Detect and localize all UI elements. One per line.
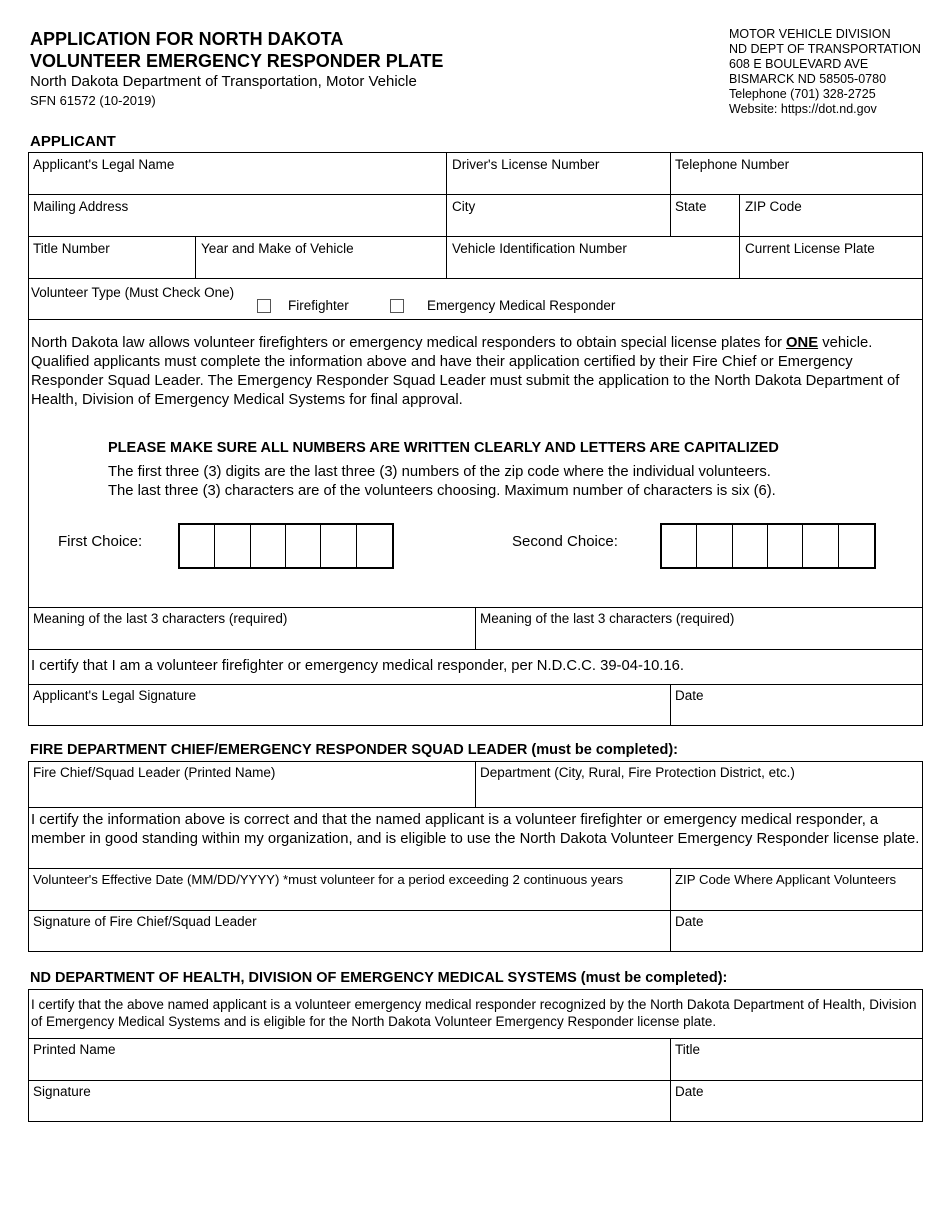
title-number-field[interactable]: Title Number (33, 241, 110, 256)
capitalization-notice: PLEASE MAKE SURE ALL NUMBERS ARE WRITTEN CLEARLY AND LETTERS ARE CAPITALIZED (108, 440, 779, 456)
firefighter-checkbox[interactable] (257, 299, 271, 313)
division-address (729, 27, 921, 117)
first-choice-boxes[interactable] (178, 523, 394, 569)
current-plate-field[interactable]: Current License Plate (745, 241, 875, 256)
address-line: MOTOR VEHICLE DIVISION (729, 27, 891, 41)
char-box[interactable] (180, 525, 215, 567)
legal-name-field[interactable]: Applicant's Legal Name (33, 157, 175, 172)
health-date-field[interactable]: Date (675, 1084, 704, 1099)
plate-rule-1: The first three (3) digits are the last three (3) numbers of the zip code where the individual volunteers. (108, 464, 771, 480)
applicant-date-field[interactable]: Date (675, 688, 704, 703)
applicant-certification: I certify that I am a volunteer firefighter or emergency medical responder, per N.D.C.C. 39-04-10.16. (31, 658, 685, 674)
char-box[interactable] (697, 525, 732, 567)
telephone-field[interactable]: Telephone Number (675, 157, 790, 172)
address-line: 608 E BOULEVARD AVE (729, 57, 869, 71)
char-box[interactable] (286, 525, 321, 567)
applicant-heading: APPLICANT (30, 133, 116, 150)
health-heading: ND DEPARTMENT OF HEALTH, DIVISION OF EMERGENCY MEDICAL SYSTEMS (must be completed): (30, 970, 728, 986)
form-title-line1: APPLICATION FOR NORTH DAKOTA (30, 29, 344, 49)
intro-paragraph (31, 334, 923, 410)
intro-emphasis: ONE (786, 335, 819, 351)
zip-volunteers-field[interactable]: ZIP Code Where Applicant Volunteers (675, 872, 897, 887)
first-choice-label: First Choice: (58, 533, 143, 550)
applicant-signature-field[interactable]: Applicant's Legal Signature (33, 688, 197, 703)
intro-text-rest: Qualified applicants must complete the information above and have their application certified by their Fire Chief or Emergency Responder Squad Leader. The Emergency Responder Squad Leader must submit the application to the North Dakota Department of Health, Division of Emergency Medical Systems for final approval. (31, 354, 900, 408)
second-choice-label: Second Choice: (512, 533, 618, 550)
health-printed-name-field[interactable]: Printed Name (33, 1042, 116, 1057)
char-box[interactable] (662, 525, 697, 567)
mailing-address-field[interactable]: Mailing Address (33, 199, 129, 214)
zip-field[interactable]: ZIP Code (745, 199, 802, 214)
chief-printed-name-field[interactable]: Fire Chief/Squad Leader (Printed Name) (33, 765, 276, 780)
char-box[interactable] (768, 525, 803, 567)
health-signature-field[interactable]: Signature (33, 1084, 91, 1099)
char-box[interactable] (251, 525, 286, 567)
chief-certification: I certify the information above is correct and that the named applicant is a volunteer firefighter or emergency medical responder, a member in good standing within my organization, and is eligible to use the North Dakota Volunteer Emergency Responder license plate. (31, 812, 920, 847)
meaning-second-field[interactable]: Meaning of the last 3 characters (required) (480, 611, 735, 626)
plate-rule-2: The last three (3) characters are of the volunteers choosing. Maximum number of characters is six (6). (108, 483, 776, 499)
char-box[interactable] (215, 525, 250, 567)
chief-date-field[interactable]: Date (675, 914, 704, 929)
state-field[interactable]: State (675, 199, 707, 214)
meaning-first-field[interactable]: Meaning of the last 3 characters (required) (33, 611, 288, 626)
health-certification: I certify that the above named applicant is a volunteer emergency medical responder recognized by the North Dakota Department of Health, Division of Emergency Medical Systems and is eligible for the North Dakota Volunteer Emergency Responder license plate. (31, 997, 917, 1029)
chief-signature-field[interactable]: Signature of Fire Chief/Squad Leader (33, 914, 257, 929)
char-box[interactable] (321, 525, 356, 567)
volunteer-type-label: Volunteer Type (Must Check One) (31, 285, 235, 300)
department-field[interactable]: Department (City, Rural, Fire Protection District, etc.) (480, 765, 795, 780)
form-title-line2: VOLUNTEER EMERGENCY RESPONDER PLATE (30, 51, 444, 71)
char-box[interactable] (839, 525, 874, 567)
intro-text-end: vehicle. (818, 335, 873, 351)
address-line: Telephone (701) 328-2725 (729, 87, 876, 101)
drivers-license-field[interactable]: Driver's License Number (452, 157, 600, 172)
form-subtitle: North Dakota Department of Transportation, Motor Vehicle (30, 73, 417, 90)
address-line: Website: https://dot.nd.gov (729, 102, 877, 116)
address-line: ND DEPT OF TRANSPORTATION (729, 42, 921, 56)
intro-text: North Dakota law allows volunteer firefighters or emergency medical responders to obtain special license plates for (31, 335, 787, 351)
second-choice-boxes[interactable] (660, 523, 876, 569)
firefighter-option-label: Firefighter (288, 298, 349, 313)
char-box[interactable] (803, 525, 838, 567)
form-number: SFN 61572 (10-2019) (30, 93, 156, 108)
fire-chief-heading: FIRE DEPARTMENT CHIEF/EMERGENCY RESPONDER SQUAD LEADER (must be completed): (30, 742, 678, 758)
emr-checkbox[interactable] (390, 299, 404, 313)
emr-option-label: Emergency Medical Responder (427, 298, 616, 313)
char-box[interactable] (733, 525, 768, 567)
year-make-field[interactable]: Year and Make of Vehicle (201, 241, 354, 256)
char-box[interactable] (357, 525, 392, 567)
effective-date-field[interactable]: Volunteer's Effective Date (MM/DD/YYYY) *must volunteer for a period exceeding 2 continuous years (33, 872, 624, 887)
vin-field[interactable]: Vehicle Identification Number (452, 241, 627, 256)
address-line: BISMARCK ND 58505-0780 (729, 72, 887, 86)
city-field[interactable]: City (452, 199, 476, 214)
health-title-field[interactable]: Title (675, 1042, 701, 1057)
